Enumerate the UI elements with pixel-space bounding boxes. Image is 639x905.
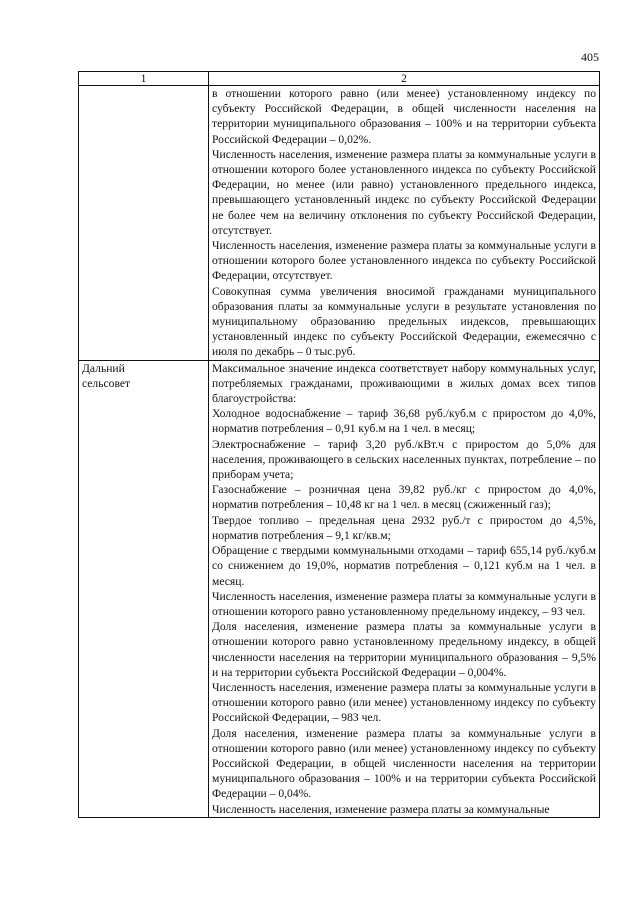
description-cell [209, 360, 600, 817]
paragraph: Доля населения, изменение размера платы за коммунальные услуги в отношении которого равно установленному предельному индексу, в общей численности населения на территории муниципального образования – 9,5% и на территории субъекта Российской Федерации – 0,004%. [212, 620, 596, 679]
paragraph: Численность населения, изменение размера платы за коммунальные услуги в отношении которого более установленного индекса по субъекту Российской Федерации, отсутствует. [212, 239, 596, 283]
paragraph: Совокупная сумма увеличения вносимой гражданами муниципального образования платы за коммунальные услуги в результате установления по муниципальному образованию предельных индексов, превышающих установленный индекс по субъекту Российской Федерации, ежемесячно с июля по декабрь – 0 тыс.руб. [212, 284, 596, 359]
paragraph: Численность населения, изменение размера платы за коммунальные услуги в отношении которого равно (или менее) установленному индексу по субъекту Российской Федерации, – 983 чел. [212, 680, 596, 725]
page-number: 405 [581, 50, 599, 64]
paragraph: Численность населения, изменение размера платы за коммунальные услуги в отношении которого равно установленному предельному индексу, – 93 чел. [212, 589, 596, 618]
table-row [79, 360, 600, 817]
column-header-2: 2 [209, 72, 600, 86]
municipality-cell [79, 86, 209, 361]
paragraph: Электроснабжение – тариф 3,20 руб./кВт.ч с приростом до 5,0% для населения, проживающего в сельских населенных пунктах, потребление – по приборам учета; [212, 437, 596, 482]
paragraph: Численность населения, изменение размера платы за коммунальные услуги в отношении которого более установленного индекса по субъекту Российской Федерации, но менее (или равно) установленного предельного индекса, превышающего установленный индекс по субъекту Российской Федерации не более чем на величину отклонения по субъекту Российской Федерации, отсутствует. [212, 147, 596, 237]
paragraph: в отношении которого равно (или менее) установленному индексу по субъекту Российской Федерации, в общей численности населения на территории муниципального образования – 100% и на территории субъекта Российской Федерации – 0,02%. [212, 87, 596, 146]
municipality-cell [79, 360, 209, 817]
paragraph: Максимальное значение индекса соответствует набору коммунальных услуг, потребляемых гражданами, проживающими в жилых домах всех типов благоустройства: [212, 361, 596, 406]
column-header-1: 1 [79, 72, 209, 86]
paragraph: Обращение с твердыми коммунальными отходами – тариф 655,14 руб./куб.м со снижением до 19,0%, норматив потребления – 0,121 куб.м на 1 чел. в месяц. [212, 544, 596, 588]
table-row [79, 86, 600, 361]
paragraph: Холодное водоснабжение – тариф 36,68 руб./куб.м с приростом до 4,0%, норматив потребления – 0,91 куб.м на 1 чел. в месяц; [212, 407, 596, 436]
paragraph: Твердое топливо – предельная цена 2932 руб./т с приростом до 4,5%, норматив потребления – 9,1 кг/кв.м; [212, 513, 596, 542]
table-header-row [79, 72, 600, 86]
description-cell [209, 86, 600, 361]
paragraph: Численность населения, изменение размера платы за коммунальные [212, 802, 550, 816]
data-table [78, 71, 600, 818]
paragraph: Газоснабжение – розничная цена 39,82 руб./кг с приростом до 4,0%, норматив потребления – 10,48 кг на 1 чел. в месяц (сжиженный газ); [212, 483, 596, 512]
municipality-name-line: сельсовет [82, 376, 131, 390]
paragraph: Доля населения, изменение размера платы за коммунальные услуги в отношении которого равно (или менее) установленному индексу по субъекту Российской Федерации, в общей численности населения на территории муниципального образования – 100% и на территории субъекта Российской Федерации – 0,04%. [212, 726, 596, 801]
municipality-name-line: Дальний [82, 361, 125, 375]
